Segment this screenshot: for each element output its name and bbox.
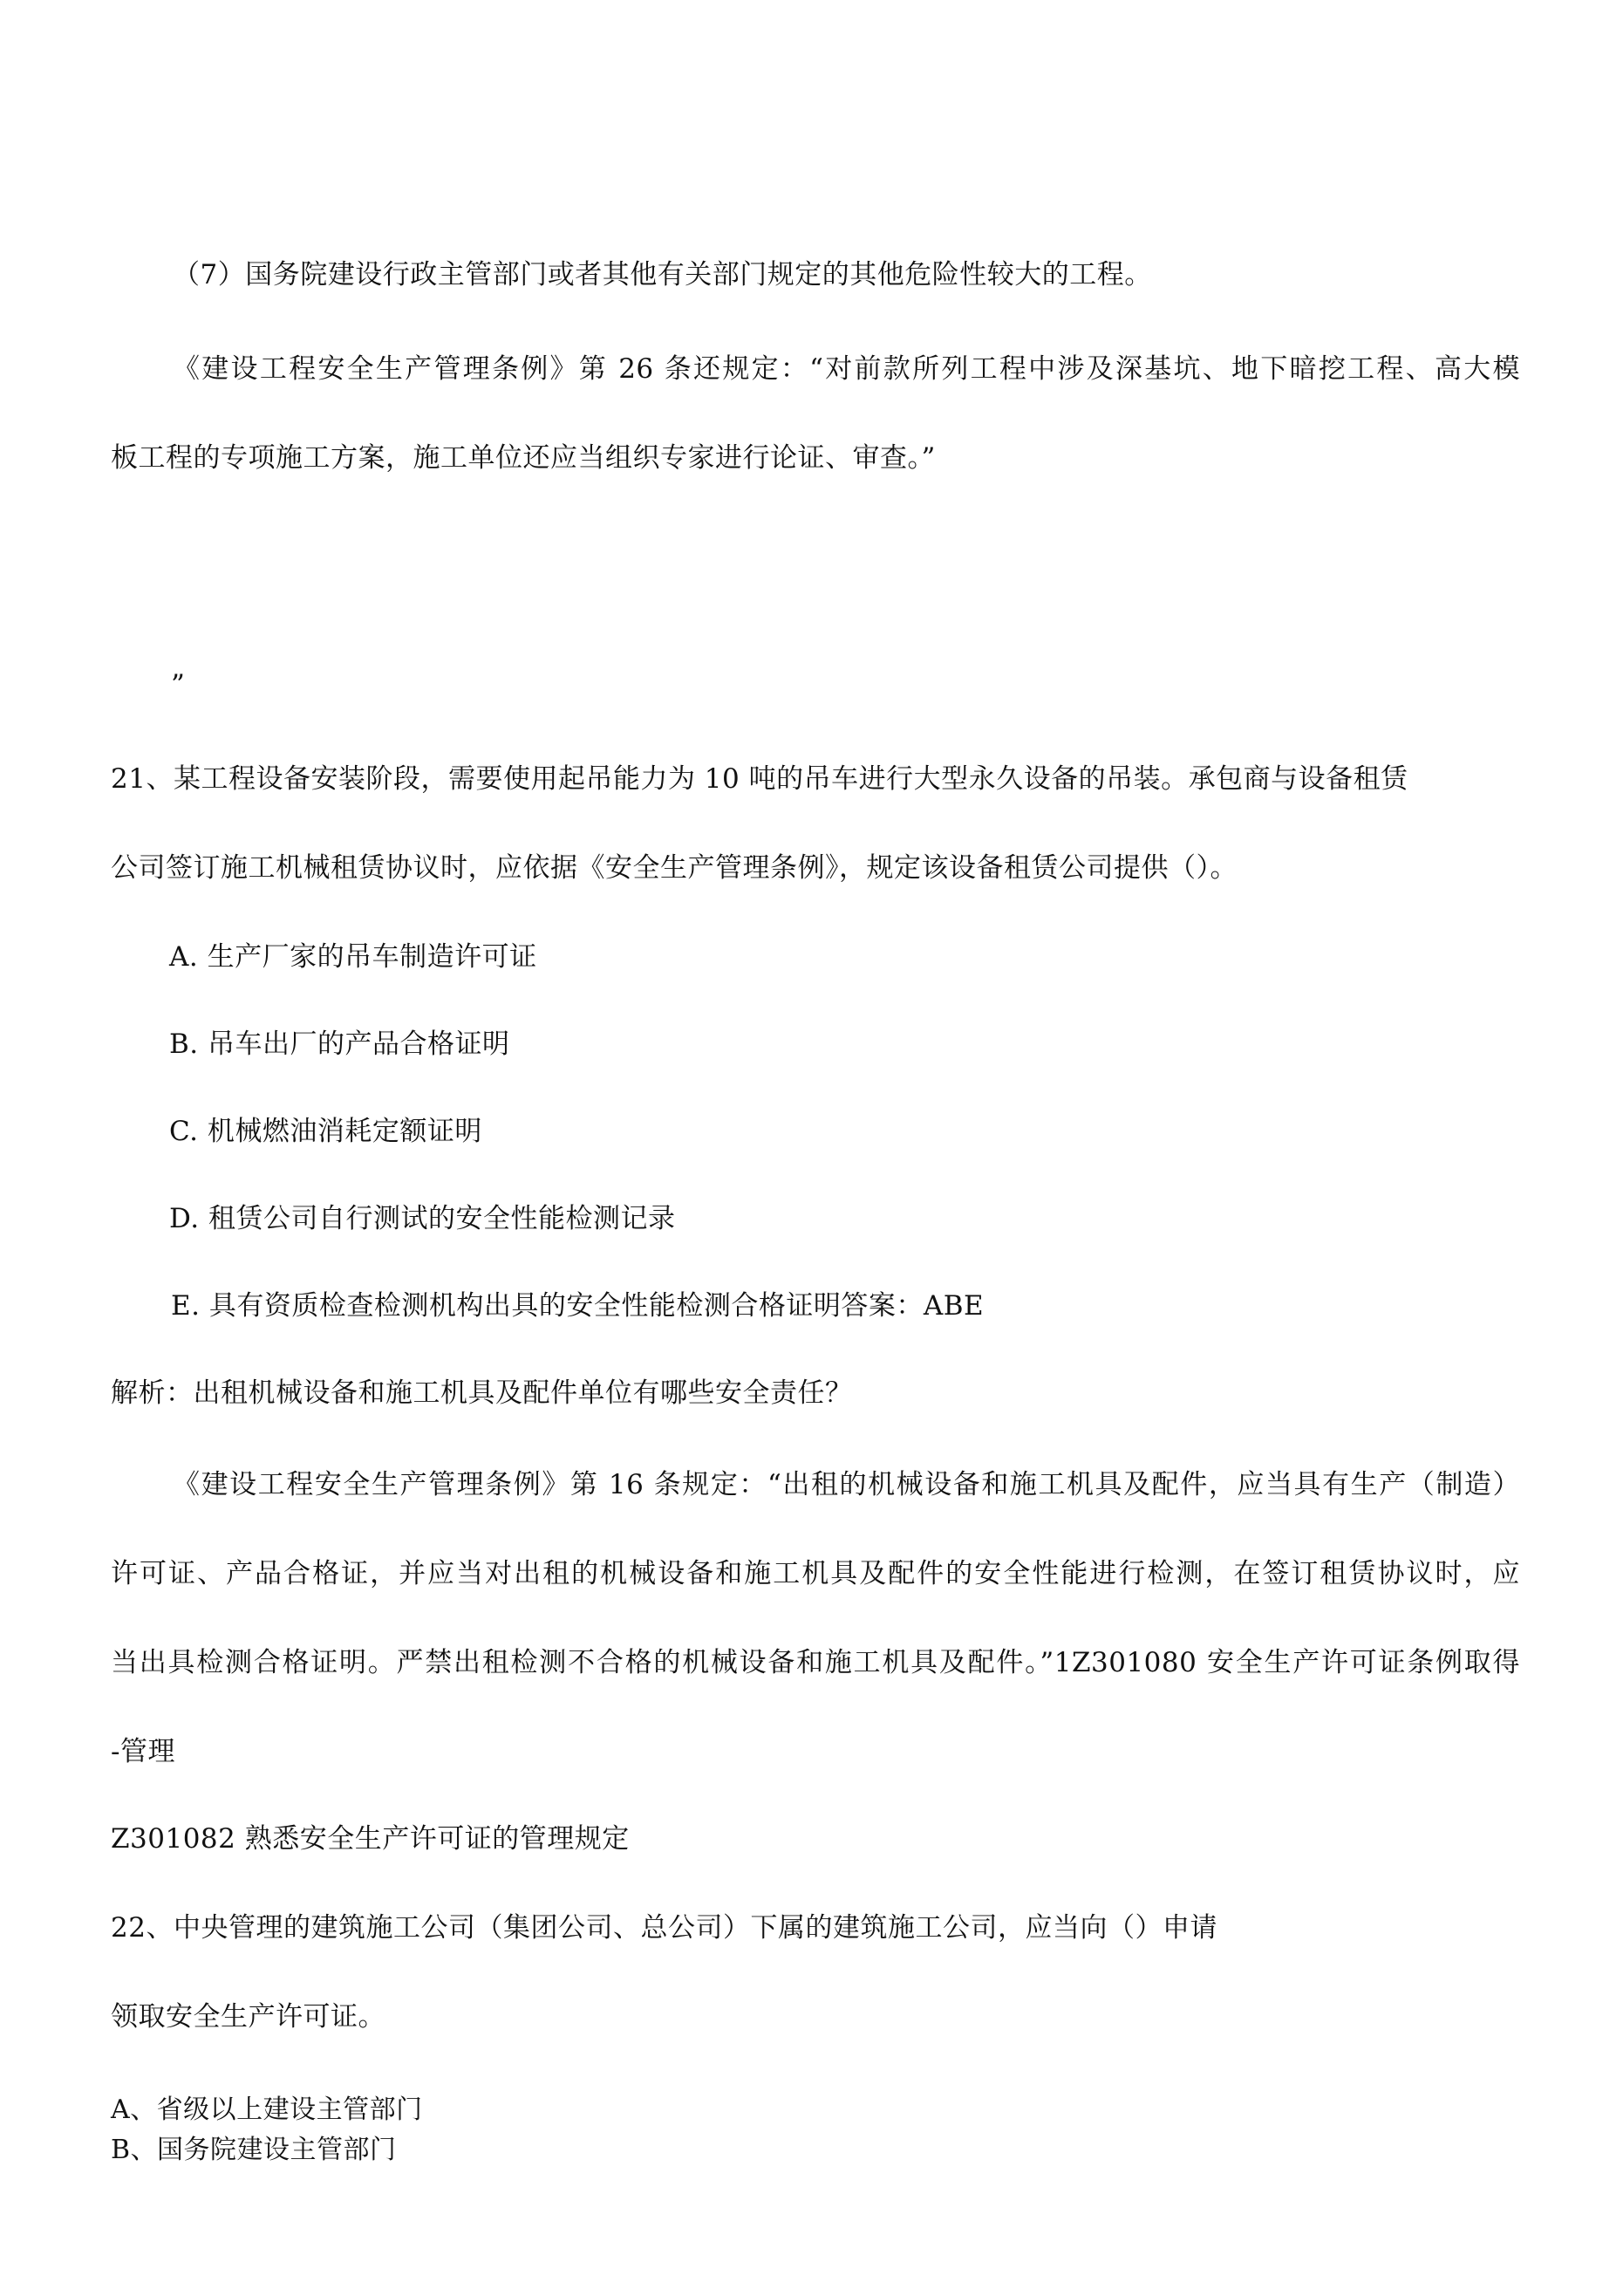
question-22-stem-line-2: 领取安全生产许可证。 [111,2001,385,2033]
regulation-16-line-3: 当出具检测合格证明。严禁出租检测不合格的机械设备和施工机具及配件。”1Z301080 安全生产许可证条例取得 [111,1647,1520,1678]
stray-quote-mark: ” [171,669,186,700]
question-22-stem-line-1: 22、中央管理的建筑施工公司（集团公司、总公司）下属的建筑施工公司，应当向（）申请 [111,1912,1217,1944]
regulation-16-line-4: -管理 [111,1736,175,1767]
question-22-option-b: B、国务院建设主管部门 [111,2135,397,2165]
regulation-26-line-1: 《建设工程安全生产管理条例》第 26 条还规定：“对前款所列工程中涉及深基坑、地下暗挖工程、高大模 [173,353,1520,385]
question-21-option-a: A. 生产厂家的吊车制造许可证 [169,941,537,973]
question-21-option-d: D. 租赁公司自行测试的安全性能检测记录 [169,1203,676,1234]
question-21-option-b: B. 吊车出厂的产品合格证明 [169,1028,510,1060]
question-21-option-e-with-answer: E. 具有资质检查检测机构出具的安全性能检测合格证明答案：ABE [171,1290,985,1322]
regulation-26-line-2: 板工程的专项施工方案，施工单位还应当组织专家进行论证、审查。” [111,442,936,474]
regulation-16-line-2: 许可证、产品合格证，并应当对出租的机械设备和施工机具及配件的安全性能进行检测，在签订租赁协议时，应 [111,1558,1520,1589]
question-21-stem-line-1: 21、某工程设备安装阶段，需要使用起吊能力为 10 吨的吊车进行大型永久设备的吊装。承包商与设备租赁 [111,763,1408,795]
question-22-option-a: A、省级以上建设主管部门 [111,2094,423,2125]
question-21-stem-line-2: 公司签订施工机械租赁协议时，应依据《安全生产管理条例》，规定该设备租赁公司提供（）。 [111,852,1238,884]
regulation-16-line-1: 《建设工程安全生产管理条例》第 16 条规定：“出租的机械设备和施工机具及配件，应当具有生产（制造） [173,1469,1520,1500]
question-21-analysis-heading: 解析：出租机械设备和施工机具及配件单位有哪些安全责任？ [111,1377,853,1409]
section-heading: Z301082 熟悉安全生产许可证的管理规定 [111,1823,630,1855]
item-7-text: （7）国务院建设行政主管部门或者其他有关部门规定的其他危险性较大的工程。 [173,259,1152,290]
question-21-option-c: C. 机械燃油消耗定额证明 [169,1116,482,1147]
